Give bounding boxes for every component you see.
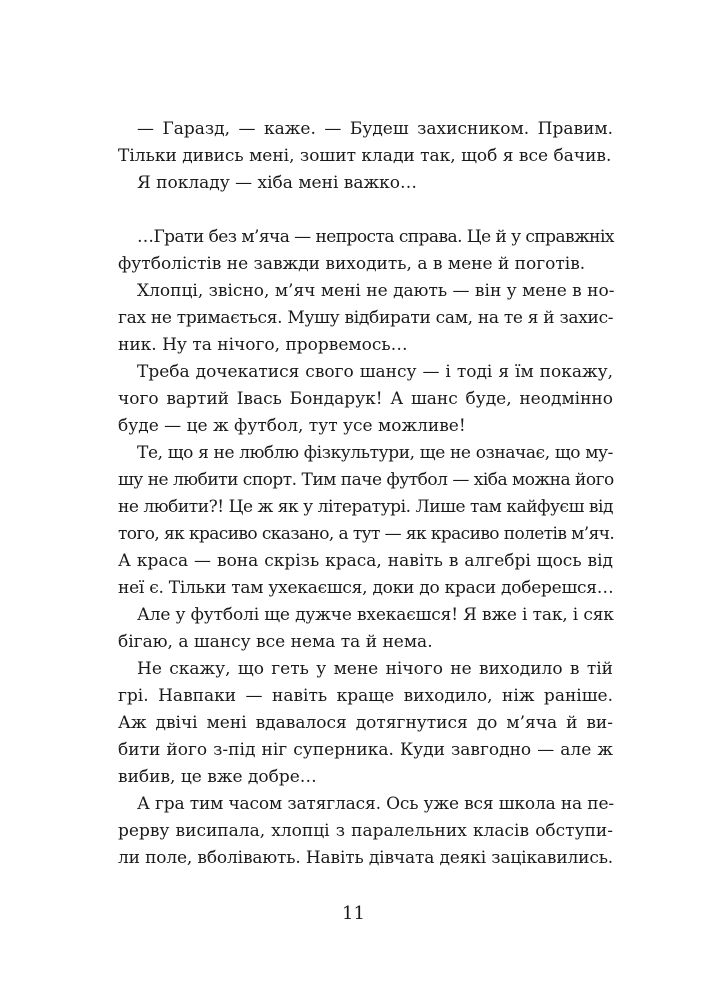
body-text — [118, 116, 613, 872]
text-line: чого вартий Івась Бондарук! А шанс буде, неодмінно — [118, 389, 613, 409]
text-line: ли поле, вболівають. Навіть дівчата деякі зацікавились. — [118, 848, 614, 868]
paragraph — [118, 170, 613, 197]
paragraph — [118, 440, 613, 602]
text-line: неї є. Тільки там ухекаєшся, доки до краси доберешся… — [118, 578, 614, 598]
text-line: рерву висипала, хлопці з паралельних класів обступи- — [118, 821, 613, 841]
text-line: Хлопці, звісно, м’яч мені не дають — він у мене в но- — [137, 281, 615, 301]
paragraph — [118, 791, 613, 872]
text-line: А краса — вона скрізь краса, навіть в алгебрі щось від — [118, 551, 613, 571]
paragraph — [118, 602, 613, 656]
text-line: Я покладу — хіба мені важко… — [137, 173, 417, 193]
text-line: буде — це ж футбол, тут усе можливе! — [118, 416, 466, 436]
text-line: А гра тим часом затяглася. Ось уже вся школа на пе- — [137, 794, 614, 814]
section-break — [118, 197, 613, 224]
paragraph — [118, 116, 613, 170]
text-line: того, як красиво сказано, а тут — як красиво полетів м’яч. — [118, 524, 615, 544]
text-line: шу не любити спорт. Тим паче футбол — хіба можна його — [118, 470, 614, 490]
text-line: Тільки дивись мені, зошит клади так, щоб я все бачив. — [118, 146, 612, 166]
page-number: 11 — [342, 903, 365, 924]
text-line: не любити?! Це ж як у літературі. Лише там кайфуєш від — [118, 497, 614, 517]
text-line: гах не тримається. Мушу відбирати сам, на те я й захис- — [118, 308, 614, 328]
paragraph — [118, 224, 613, 278]
text-line: Те, що я не люблю фізкультури, ще не означає, що му- — [137, 443, 613, 463]
paragraph — [118, 656, 613, 791]
text-line: футболістів не завжди виходить, а в мене й поготів. — [118, 254, 586, 274]
text-line: Аж двічі мені вдавалося дотягнутися до м’яча й ви- — [118, 713, 613, 733]
text-line: бігаю, а шансу все нема та й нема. — [118, 632, 433, 652]
paragraph — [118, 278, 613, 359]
text-line: Треба дочекатися свого шансу — і тоді я їм покажу, — [137, 362, 613, 382]
text-line: Але у футболі ще дужче вхекаєшся! Я вже і так, і сяк — [137, 605, 614, 625]
text-line: Не скажу, що геть у мене нічого не виходило в тій — [137, 659, 613, 679]
text-line: — Гаразд, — каже. — Будеш захисником. Правим. — [137, 119, 613, 139]
text-line: грі. Навпаки — навіть краще виходило, ніж раніше. — [118, 686, 613, 706]
text-line: бити його з-під ніг суперника. Куди завгодно — але ж — [118, 740, 613, 760]
paragraph — [118, 359, 613, 440]
text-line: вибив, це вже добре… — [118, 767, 317, 787]
text-line: ник. Ну та нічого, прорвемось… — [118, 335, 408, 355]
text-line: …Грати без м’яча — непроста справа. Це й у справжніх — [137, 227, 614, 247]
